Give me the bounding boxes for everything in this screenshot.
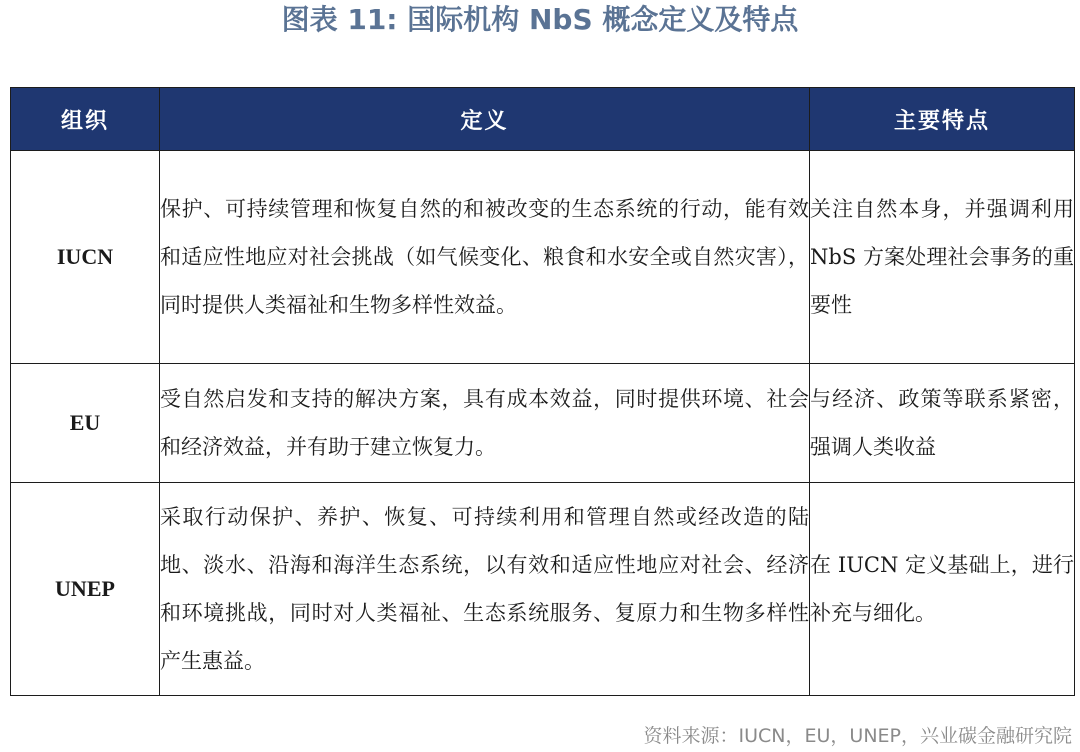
definition-cell: 受自然启发和支持的解决方案，具有成本效益，同时提供环境、社会和经济效益，并有助于建立恢复力。 [160,364,810,483]
definition-cell: 采取行动保护、养护、恢复、可持续利用和管理自然或经改造的陆地、淡水、沿海和海洋生态系统，以有效和适应性地应对社会、经济和环境挑战，同时对人类福祉、生态系统服务、复原力和生物多样性产生惠益。 [160,483,810,696]
table-row [11,151,1075,364]
header-features: 主要特点 [810,88,1075,151]
org-cell: IUCN [11,151,160,364]
features-cell: 与经济、政策等联系紧密，强调人类收益 [810,364,1075,483]
features-cell: 关注自然本身，并强调利用 NbS 方案处理社会事务的重要性 [810,151,1075,364]
features-cell: 在 IUCN 定义基础上，进行补充与细化。 [810,483,1075,696]
header-org: 组织 [11,88,160,151]
table-row [11,483,1075,696]
page-title: 图表 11: 国际机构 NbS 概念定义及特点 [281,3,799,36]
table-header-row [11,88,1075,151]
nbs-definition-table [10,87,1075,696]
header-definition: 定义 [160,88,810,151]
source-note: 资料来源：IUCN，EU，UNEP，兴业碳金融研究院 [643,725,1072,747]
definition-cell: 保护、可持续管理和恢复自然的和被改变的生态系统的行动，能有效和适应性地应对社会挑战（如气候变化、粮食和水安全或自然灾害），同时提供人类福祉和生物多样性效益。 [160,151,810,364]
table-row [11,364,1075,483]
org-cell: UNEP [11,483,160,696]
org-cell: EU [11,364,160,483]
